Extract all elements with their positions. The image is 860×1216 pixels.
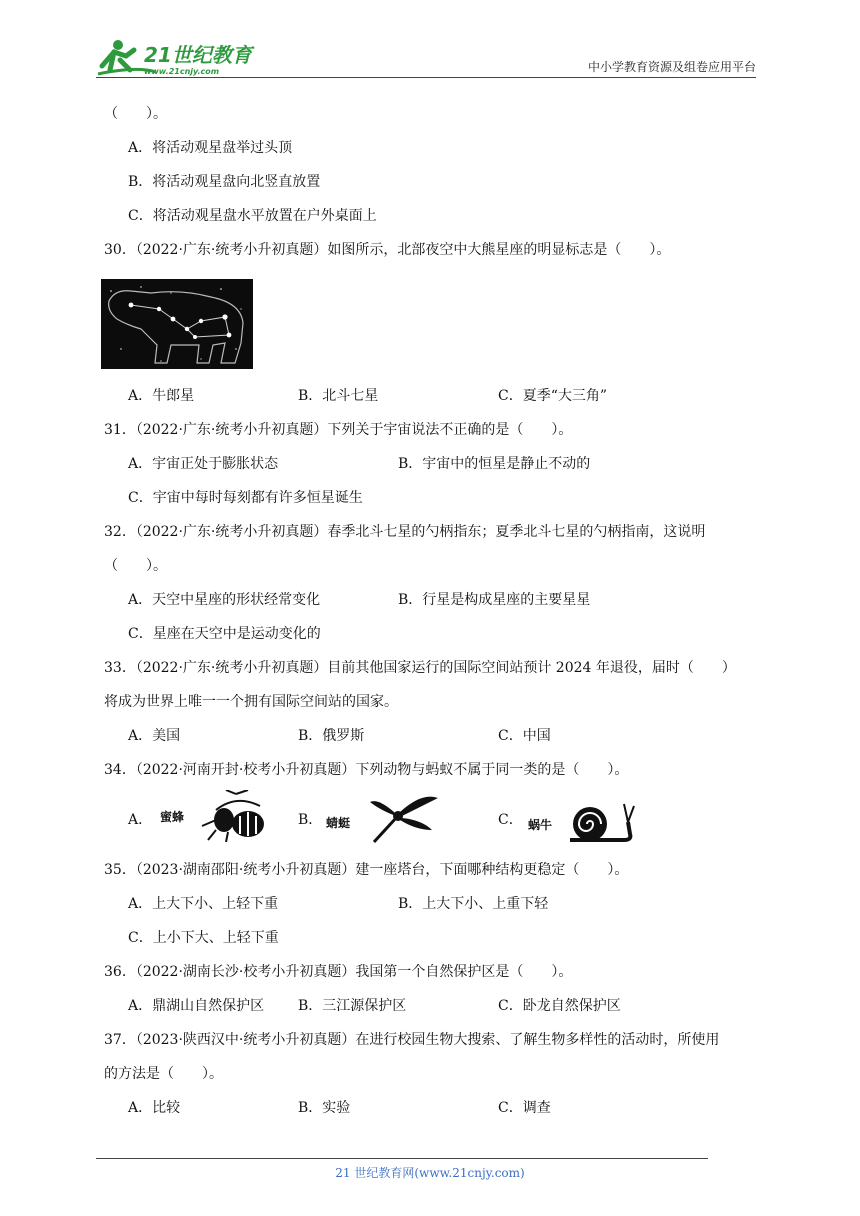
q31-stem: 31．（2022·广东·统考小升初真题）下列关于宇宙说法不正确的是（ ）。 xyxy=(104,422,573,438)
platform-name: 中小学教育资源及组卷应用平台 xyxy=(587,60,756,74)
q30-option-b: B．北斗七星 xyxy=(298,388,379,404)
snail-label: 蜗牛 xyxy=(528,818,553,832)
q32-stem-line2: （ ）。 xyxy=(104,558,167,574)
q36-option-b: B．三江源保护区 xyxy=(298,998,407,1014)
q29-option-c: C．将活动观星盘水平放置在户外桌面上 xyxy=(128,208,377,224)
q35-option-a: A．上大下小、上轻下重 xyxy=(128,896,279,912)
site-logo xyxy=(96,36,261,80)
q34-option-a: A． xyxy=(128,812,153,828)
q33-stem-line2: 将成为世界上唯一一个拥有国际空间站的国家。 xyxy=(104,694,398,710)
q29-option-b: B．将活动观星盘向北竖直放置 xyxy=(128,174,321,190)
footer-rule xyxy=(96,1158,708,1159)
bee-label: 蜜蜂 xyxy=(160,810,185,824)
q37-option-c: C．调查 xyxy=(498,1100,551,1116)
q37-option-b: B．实验 xyxy=(298,1100,351,1116)
q35-option-b: B．上大下小、上重下轻 xyxy=(398,896,549,912)
q37-option-a: A．比较 xyxy=(128,1100,181,1116)
q31-option-b: B．宇宙中的恒星是静止不动的 xyxy=(398,456,591,472)
q33-option-b: B．俄罗斯 xyxy=(298,728,365,744)
logo-title: 21世纪教育 xyxy=(144,43,252,67)
q34-stem: 34．（2022·河南开封·校考小升初真题）下列动物与蚂蚁不属于同一类的是（ ）。 xyxy=(104,762,629,778)
ursa-major-figure xyxy=(101,279,253,369)
bee-icon xyxy=(196,790,268,842)
q31-option-c: C．宇宙中每时每刻都有许多恒星诞生 xyxy=(128,490,363,506)
q35-option-c: C．上小下大、上轻下重 xyxy=(128,930,279,946)
runner-logo-icon xyxy=(96,36,261,80)
footer-link[interactable]: 21 世纪教育网(www.21cnjy.com) xyxy=(335,1166,525,1180)
q31-option-a: A．宇宙正处于膨胀状态 xyxy=(128,456,279,472)
q33-option-a: A．美国 xyxy=(128,728,181,744)
q36-option-a: A．鼎湖山自然保护区 xyxy=(128,998,265,1014)
snail-figure xyxy=(526,796,636,844)
q35-stem: 35．（2023·湖南邵阳·统考小升初真题）建一座塔台，下面哪种结构更稳定（ ）。 xyxy=(104,862,629,878)
q36-option-c: C．卧龙自然保护区 xyxy=(498,998,621,1014)
q29-option-a: A．将活动观星盘举过头顶 xyxy=(128,140,293,156)
q33-stem-line1: 33．（2022·广东·统考小升初真题）目前其他国家运行的国际空间站预计 2024 年退役，届时（ ） xyxy=(104,660,736,676)
dragonfly-figure xyxy=(326,790,442,846)
q30-option-a: A．牛郎星 xyxy=(128,388,195,404)
q32-option-c: C．星座在天空中是运动变化的 xyxy=(128,626,321,642)
snail-icon xyxy=(564,796,636,844)
q29-tail: （ ）。 xyxy=(104,106,167,122)
dragonfly-icon xyxy=(366,790,442,846)
q30-stem: 30．（2022·广东·统考小升初真题）如图所示，北部夜空中大熊星座的明显标志是（ ）。 xyxy=(104,242,671,258)
q34-option-c: C． xyxy=(498,812,523,828)
q30-option-c: C．夏季“大三角” xyxy=(498,388,608,404)
dragonfly-label: 蜻蜓 xyxy=(326,816,351,830)
q33-option-c: C．中国 xyxy=(498,728,551,744)
q32-option-a: A．天空中星座的形状经常变化 xyxy=(128,592,321,608)
header-rule xyxy=(96,77,756,78)
q36-stem: 36．（2022·湖南长沙·校考小升初真题）我国第一个自然保护区是（ ）。 xyxy=(104,964,573,980)
q32-option-b: B．行星是构成星座的主要星星 xyxy=(398,592,591,608)
bee-figure xyxy=(156,790,268,842)
logo-url: www.21cnjy.com xyxy=(144,67,220,76)
q32-stem-line1: 32．（2022·广东·统考小升初真题）春季北斗七星的勺柄指东；夏季北斗七星的勺柄指南，这说明 xyxy=(104,524,706,540)
q37-stem-line1: 37．（2023·陕西汉中·统考小升初真题）在进行校园生物大搜索、了解生物多样性的活动时，所使用 xyxy=(104,1032,720,1048)
q34-option-b: B． xyxy=(298,812,323,828)
q37-stem-line2: 的方法是（ ）。 xyxy=(104,1066,223,1082)
